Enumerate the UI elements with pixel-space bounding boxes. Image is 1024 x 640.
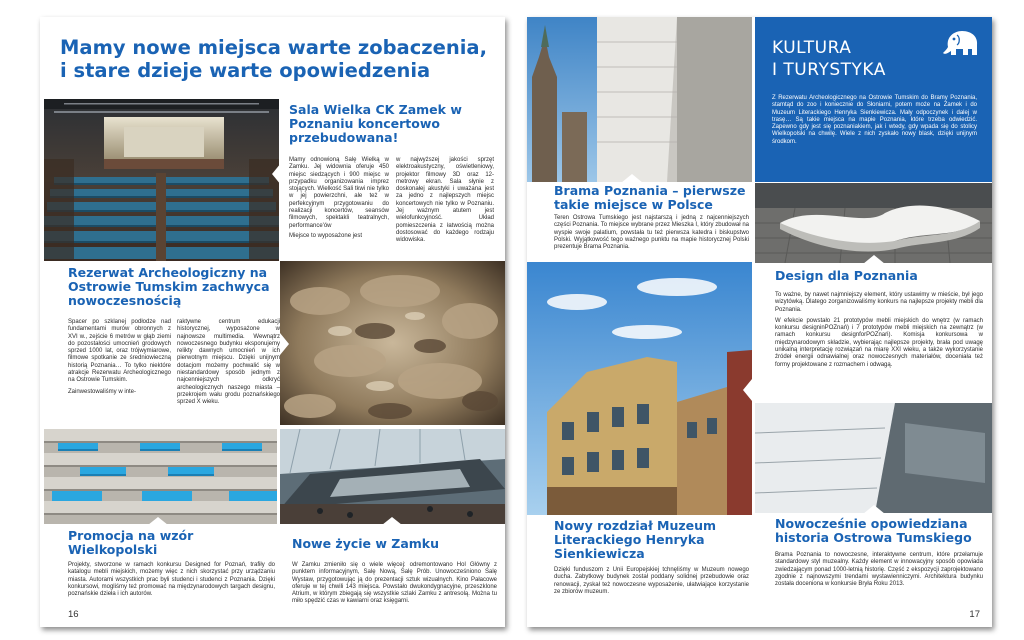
elephant-icon bbox=[942, 27, 980, 57]
brama-heading: Brama Poznania – pierwsze takie miejsce w Polsce bbox=[554, 183, 746, 213]
photo-notch bbox=[148, 517, 168, 525]
kultura-heading-line1: KULTURA bbox=[772, 38, 852, 58]
design-heading: Design dla Poznania bbox=[775, 268, 918, 283]
zamek-heading: Nowe życie w Zamku bbox=[292, 536, 440, 551]
sala-col2: w najwyższej jakości sprzęt elektroakustyczny, oświetleniowy, projektor filmowy 3D oraz 12-metrowy ekran. Sala słynie z doskonałej akustyki i uważana jest za jedno z najlepszych miejsc koncertowych nie tylko w Poznaniu. Jej ważnym atutem jest wielofunkcyjność. Układ pomieszczenia z łatwością można dostosować do każdego rodzaju widowiska. bbox=[396, 157, 494, 244]
brama-body: Teren Ostrowa Tumskiego jest najstarszą i jedną z najcenniejszych części Poznania. To miejsce wybrane przez Mieszka I, który zbudował na wyspie swoje palatium, powstała tu też pierwsza katedra i biskupstwo Polski. Wyjątkowość tego ważnego punktu na mapie historycznej Polski prezentuje Brama Poznania. bbox=[554, 215, 749, 251]
zamek-body: W Zamku zmieniło się o wiele więcej: odremontowano Hol Główny z punktem informacyjnym, Salę Nową, Salę Prób. Unowocześniono Salę Wystaw, przygotowując ją do prezentacji sztuk wizualnych. Kino Pałacowe oferuje w tej chwili 143 miejsca. Powstało dwukondygnacyjne, przeszklone Atrium, w którym zbiegają się wszystkie szlaki Zamku z antresolą. Można tu miło spędzić czas w kawiarni oraz księgarni. bbox=[292, 562, 497, 605]
photo-notch bbox=[272, 163, 281, 185]
archaeology-photo bbox=[280, 261, 505, 425]
rezerwat-col1-end: Zainwestowaliśmy w inte- bbox=[68, 388, 137, 395]
sala-col1-end: Miejsce to wyposażone jest bbox=[289, 232, 363, 239]
kultura-panel bbox=[755, 17, 992, 182]
brama-poznania-photo bbox=[527, 17, 752, 182]
design-p2: W efekcie powstało 21 prototypów mebli miejskich do wnętrz (w ramach konkursu designinPOZnań) i 7 prototypów mebli miejskich na zewnątrz (w ramach konkursu designforPOZnań). Komisja konkursowa w międzynarodowym składzie, wybierając najlepsze projekty, brała pod uwagę unikalną interpretację rozwiązań na miarę XXI wieku, a także wykorzystanie źródeł energii odnawialnej oraz nowoczesnych materiałów, doceniała też formy projektowane z rozmachem i odwagą. bbox=[775, 317, 983, 368]
page-title-line2: i stare dzieje warte opowiedzenia bbox=[60, 59, 431, 82]
rezerwat-heading: Rezerwat Archeologiczny na Ostrowie Tumskim zachwyca nowoczesnością bbox=[68, 265, 270, 309]
photo-notch bbox=[621, 174, 643, 183]
rezerwat-col1 bbox=[68, 319, 171, 396]
promocja-heading: Promocja na wzór Wielkopolski bbox=[68, 528, 194, 558]
page-title-line1: Mamy nowe miejsca warte zobaczenia, bbox=[60, 36, 487, 59]
photo-notch bbox=[382, 517, 402, 525]
kultura-heading-line2: I TURYSTYKA bbox=[772, 60, 886, 80]
blue-steps-photo bbox=[44, 429, 277, 524]
modern-facade-photo bbox=[755, 403, 992, 513]
right-page bbox=[527, 17, 992, 627]
museum-building-photo bbox=[527, 262, 752, 515]
city-bench-photo bbox=[755, 183, 992, 263]
page-title bbox=[60, 36, 490, 82]
page-number: 16 bbox=[68, 609, 79, 620]
kultura-body: Z Rezerwatu Archeologicznego na Ostrowie Tumskim do Bramy Poznania, stamtąd do zoo i koniecznie do Słoniarni, potem może na Zamek i do Muzeum Literackiego Henryka Sienkiewicza. Mały odpoczynek i dalej w trasę… Są takie miejsca na mapie Poznania, które trzeba odwiedzić. Zapewno gdy jest się poznaniakiem, jak i wtedy, gdy wpada się do stolicy Wielkopolski na chwilę. Wiele z nich zyskało nowy blask, dzięki unijnym środkom. bbox=[772, 95, 977, 145]
muzeum-body: Dzięki funduszom z Unii Europejskiej tchnęliśmy w Muzeum nowego ducha. Zabytkowy budynek został poddany solidnej przebudowie oraz renowacji, zyskał też nowoczesne wyposażenie, ułatwiające korzystanie ze zbiorów muzeum. bbox=[554, 567, 749, 595]
photo-notch bbox=[280, 333, 289, 355]
historia-body: Brama Poznania to nowoczesne, interaktywne centrum, które przełamuje standardowy styl muzealny. Każdy element w innowacyjny sposób opowiada zwiedzającym ponad 1000-letnią historię. Część z ekspozycji zaprojektowano zgodnie z najnowszymi trendami wystawienniczymi. Architektura budynku została doceniona w konkursie Bryła Roku 2013. bbox=[775, 552, 983, 588]
castle-atrium-photo bbox=[280, 429, 505, 524]
photo-notch bbox=[863, 505, 885, 514]
sala-col1 bbox=[289, 157, 389, 240]
rezerwat-col1-text: Spacer po szklanej podłodze nad fundamentami murów obronnych z XVI w., zejście 6 metrów w głąb ziemi do pozostałości umocnień grodowych sprzed 1000 lat, oraz trójwymiarowe, filmowe spotkanie ze średniowieczną historią Poznania… To tylko niektóre atrakcje Rezerwatu Archeologicznego na Ostrowie Tumskim. bbox=[68, 319, 171, 384]
photo-notch bbox=[863, 255, 885, 264]
photo-notch bbox=[743, 379, 752, 401]
page-number: 17 bbox=[969, 609, 980, 620]
left-page bbox=[40, 17, 505, 627]
promocja-body: Projekty, stworzone w ramach konkursu Designed for Poznań, trafiły do katalogu mebli miejskich, możemy więc z nich skorzystać przy urządzaniu miasta. Autorami wszystkich prac byli studenci i studenci z Poznania. Dzięki konkursowi, mogliśmy też promować na międzynarodowych targach designu, poznańskie dzieła i ich autorów. bbox=[68, 562, 275, 598]
design-body bbox=[775, 292, 983, 369]
rezerwat-col2: raktywne centrum edukacji historycznej, wyposażone w najnowsze multimedia. Wewnątrz nowoczesnego budynku eksponujemy relikty dawnych umocnień w ich pierwotnym miejscu. Dzięki unijnym dotacjom możemy pochwalić się w niestandardowy sposób jednym z najcenniejszych odkryć archeologicznych naszego miasta – przekrojem wału grodu poznańskiego sprzed X wieku. bbox=[177, 319, 280, 406]
kultura-heading bbox=[772, 37, 886, 81]
concert-hall-photo bbox=[44, 99, 279, 261]
muzeum-heading: Nowy rozdział Muzeum Literackiego Henryka Sienkiewicza bbox=[554, 518, 717, 562]
sala-col1-text: Mamy odnowioną Salę Wielką w Zamku. Jej widownia oferuje 450 miejsc siedzących i 900 miejsc w przypadku organizowania imprez stojących. Wielkość Sali tkwi nie tylko w jej powierzchni, ale też w perfekcyjnym przygotowaniu do realizacji koncertów, seansów filmowych, spektakli teatralnych, performance'ów bbox=[289, 157, 389, 229]
sala-heading: Sala Wielka CK Zamek w Poznaniu koncertowo przebudowana! bbox=[289, 102, 462, 146]
design-p1: To ważne, by nawet najmniejszy element, który ustawimy w mieście, był jego wizytówką. Dlatego zorganizowaliśmy konkurs na najlepsze projekty mebli dla Poznania. bbox=[775, 292, 983, 313]
historia-heading: Nowocześnie opowiedziana historia Ostrowa Tumskiego bbox=[775, 516, 972, 546]
